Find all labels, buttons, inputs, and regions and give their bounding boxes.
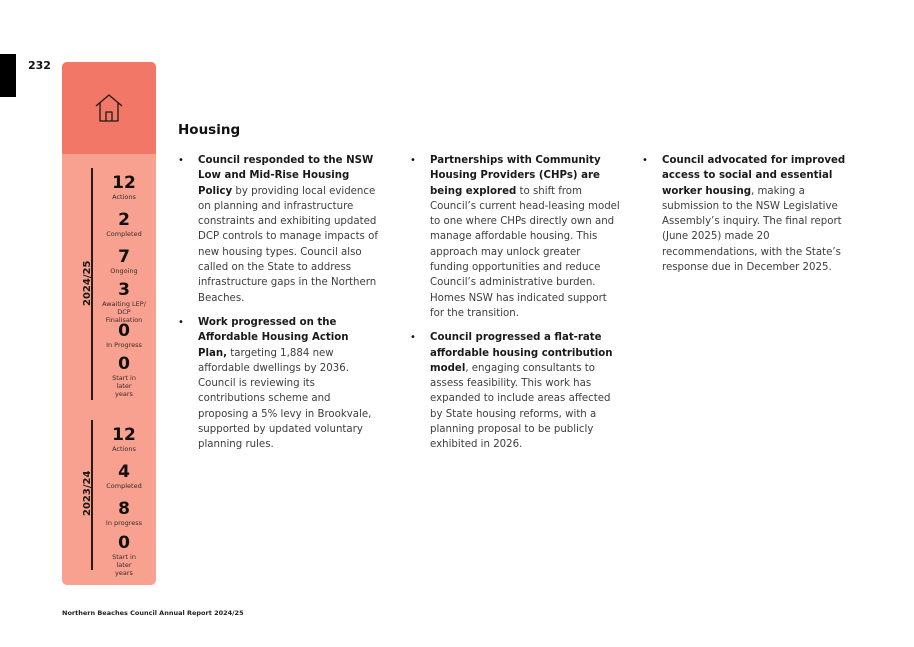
column-2: [410, 153, 622, 462]
stat-value: 4: [118, 462, 130, 482]
stat-later-years: [98, 355, 150, 398]
stat-actions: [98, 426, 150, 453]
stats-sidebar: [62, 62, 156, 585]
stat-value: 0: [118, 354, 130, 374]
bullet-dot: •: [178, 155, 184, 166]
stat-label: Ongoing: [110, 267, 138, 275]
stat-label: In Progress: [106, 341, 142, 349]
stat-later-years: [98, 534, 150, 577]
bullet-text: , making a submission to the NSW Legislative Assembly’s inquiry. The final report (June 2025) made 20 recommendations, with the State’s response due in December 2025.: [662, 185, 842, 274]
stat-label: Start in later years: [112, 374, 136, 398]
stat-completed: [98, 463, 150, 490]
stat-awaiting: [98, 281, 150, 324]
bullet-text: by providing local evidence on planning and infrastructure constraints and exhibiting updated DCP controls to manage impacts of new housing types. Council also called on the State to address infrastructure gaps in the Northern Beaches.: [198, 185, 378, 304]
bullet-bold-text: Council progressed a flat-rate affordable housing contribution model: [430, 332, 613, 374]
stat-label: Actions: [112, 193, 136, 201]
page-number: 232: [28, 59, 51, 72]
stat-value: 7: [118, 247, 130, 267]
stat-value: 12: [112, 425, 136, 445]
bullet-bold-text: Partnerships with Community Housing Providers (CHPs) are being explored: [430, 155, 601, 197]
bullet-item: [642, 153, 848, 275]
stat-value: 12: [112, 173, 136, 193]
bullet-item: [178, 315, 378, 453]
bullet-dot: •: [410, 332, 416, 344]
bullet-bold-text: Council advocated for improved access to social and essential worker housing: [662, 155, 846, 197]
year-label: 2023/24: [82, 470, 93, 516]
stat-label: Awaiting LEP/ DCP Finalisation: [102, 300, 146, 324]
bullet-item: [410, 330, 622, 452]
bullet-dot: •: [410, 155, 416, 166]
year-group-2024-25: [62, 168, 156, 408]
column-1: [178, 153, 378, 462]
year-group-2023-24: [62, 420, 156, 577]
year-label: 2024/25: [82, 260, 93, 306]
stat-value: 0: [118, 533, 130, 553]
bullet-item: [410, 153, 622, 321]
bullet-item: [178, 153, 378, 306]
stat-label: Actions: [112, 445, 136, 453]
bullet-text: , engaging consultants to assess feasibility. This work has expanded to include areas affected by State housing reforms, with a planning proposal to be publicly exhibited in 2026.: [430, 362, 611, 451]
stat-label: Completed: [106, 482, 142, 490]
bullet-bold-text: Work progressed on the Affordable Housing Action Plan,: [198, 316, 349, 359]
stat-completed: [98, 211, 150, 238]
stat-label: Start in later years: [112, 553, 136, 577]
house-icon: [94, 92, 124, 124]
bullet-dot: •: [642, 155, 648, 166]
stat-value: 8: [118, 499, 130, 519]
page-footer: Northern Beaches Council Annual Report 2024/25: [62, 609, 244, 617]
stat-in-progress: [98, 322, 150, 349]
sidebar-header: [62, 62, 156, 154]
page-tab-marker: [0, 54, 16, 97]
column-3: [642, 153, 848, 284]
stat-label: Completed: [106, 230, 142, 238]
section-heading: Housing: [178, 122, 241, 138]
stat-ongoing: [98, 248, 150, 275]
bullet-dot: •: [178, 316, 184, 328]
stat-value: 3: [118, 280, 130, 300]
stat-in-progress: [98, 500, 150, 527]
bullet-text: targeting 1,884 new affordable dwellings by 2036. Council is reviewing its contributions scheme and proposing a 5% levy in Brookvale, supported by updated voluntary planning rules.: [198, 347, 372, 451]
stat-actions: [98, 174, 150, 201]
stat-label: In progress: [105, 519, 143, 527]
bullet-text: to shift from Council’s current head-leasing model to one where CHPs directly own and manage affordable housing. This approach may unlock greater funding opportunities and reduce Council’s administrative burden. Homes NSW has indicated support for the transition.: [430, 185, 620, 319]
stat-value: 0: [118, 321, 130, 341]
bullet-bold-text: Council responded to the NSW Low and Mid-Rise Housing Policy: [198, 155, 374, 197]
stat-value: 2: [118, 210, 130, 230]
